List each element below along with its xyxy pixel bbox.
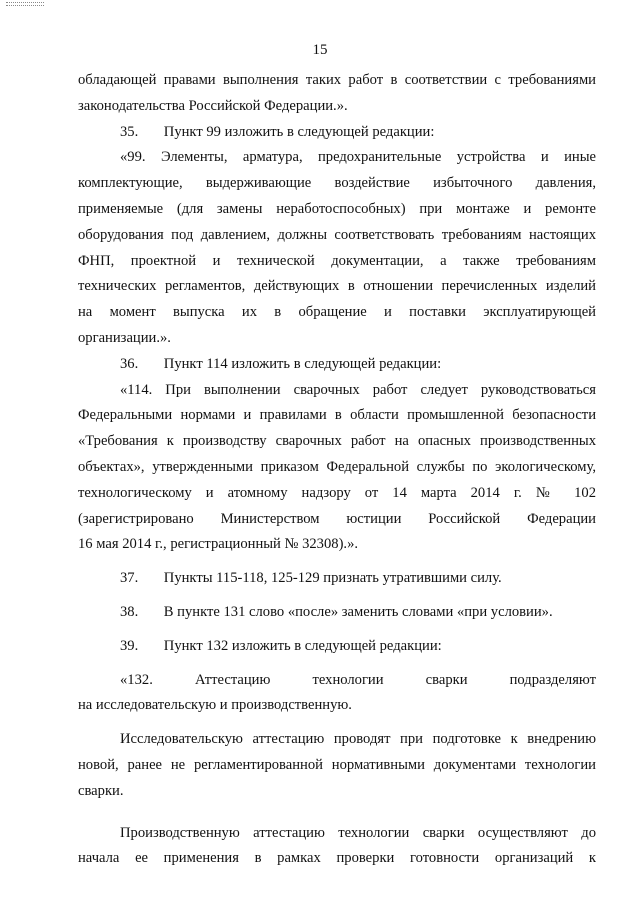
text-line: оборудования под давлением, должны соответствовать требованиям настоящих (78, 226, 596, 243)
text-line: на момент выпуска их в обращение и поставки эксплуатирующей (78, 304, 596, 321)
scan-header-mark (6, 2, 44, 6)
text-line: «132. Аттестацию технологии сварки подразделяют (120, 671, 596, 688)
text-line: 16 мая 2014 г., регистрационный № 32308).». (78, 536, 359, 553)
document-body (78, 68, 596, 872)
text-line: новой, ранее не регламентированной нормативными документами технологии (78, 756, 596, 773)
text-line: Федеральными нормами и правилами в области промышленной безопасности (78, 407, 596, 424)
item-35-heading: 35. Пункт 99 изложить в следующей редакции: (120, 123, 435, 140)
text-line: сварки. (78, 782, 124, 799)
item-37: 37. Пункты 115-118, 125-129 признать утратившими силу. (120, 570, 502, 587)
item-39-heading: 39. Пункт 132 изложить в следующей редакции: (120, 637, 442, 654)
text-line: законодательства Российской Федерации.». (78, 97, 348, 114)
text-line: организации.». (78, 329, 171, 346)
text-line: технологическому и атомному надзору от 14 марта 2014 г. № 102 (78, 484, 596, 501)
text-line: применяемые (для замены неработоспособных) при монтаже и ремонте (78, 200, 596, 217)
text-line: комплектующие, выдерживающие воздействие избыточного давления, (78, 175, 596, 192)
text-line: ФНП, проектной и технической документации, а также требованиям (78, 252, 596, 269)
item-36-heading: 36. Пункт 114 изложить в следующей редакции: (120, 355, 442, 372)
text-line: объектах», утвержденными приказом Федеральной службы по экологическому, (78, 458, 596, 475)
text-line: «99. Элементы, арматура, предохранительные устройства и иные (120, 149, 596, 166)
text-line: на исследовательскую и производственную. (78, 697, 352, 714)
text-line: технических регламентов, действующих в отношении перечисленных изделий (78, 278, 596, 295)
text-line: начала ее применения в рамках проверки готовности организаций к (78, 850, 596, 867)
text-line: Производственную аттестацию технологии сварки осуществляют до (120, 824, 596, 841)
page-number: 15 (312, 42, 328, 58)
text-line: Исследовательскую аттестацию проводят при подготовке к внедрению (120, 731, 596, 748)
text-line: обладающей правами выполнения таких работ в соответствии с требованиями (78, 72, 596, 88)
item-38: 38. В пункте 131 слово «после» заменить словами «при условии». (120, 603, 553, 620)
text-line: «Требования к производству сварочных работ на опасных производственных (78, 433, 596, 450)
text-line: «114. При выполнении сварочных работ следует руководствоваться (120, 381, 596, 398)
text-line: (зарегистрировано Министерством юстиции Российской Федерации (78, 510, 596, 527)
